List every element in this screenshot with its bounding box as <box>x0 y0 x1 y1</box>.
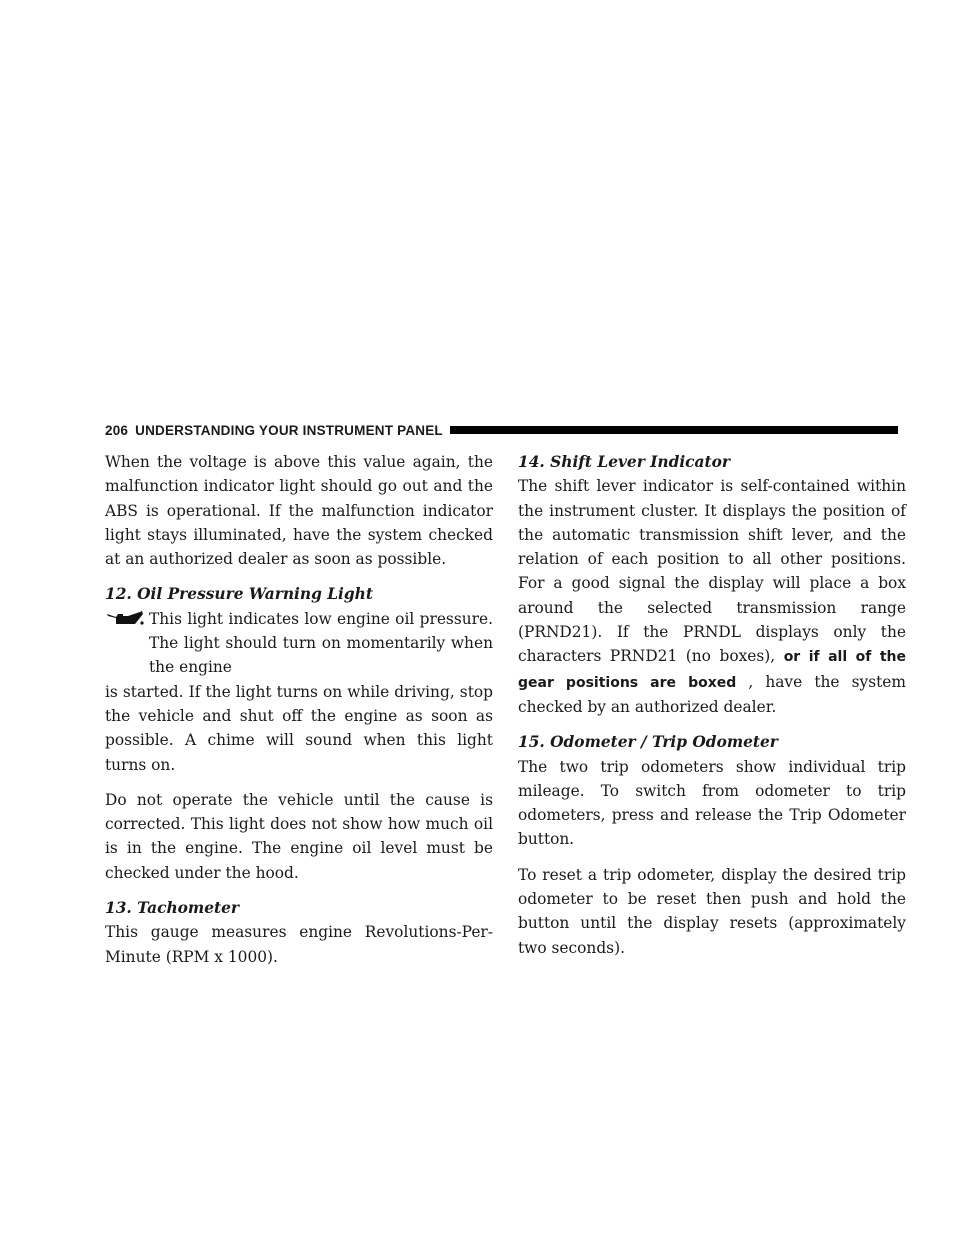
page-number: 206 <box>105 422 129 438</box>
shift-lever-section <box>518 450 906 719</box>
boxed-warning: or if all of the gear positions are boxed <box>518 649 906 691</box>
tachometer-text: This gauge measures engine Revolutions-Per-Minute (RPM x 1000). <box>105 923 493 966</box>
left-column <box>105 450 493 980</box>
header-rule <box>450 426 898 434</box>
odometer-heading: 15. Odometer / Trip Odometer <box>518 733 778 752</box>
oil-pressure-paragraph-2: Do not operate the vehicle until the cause is corrected. This light does not show how much oil is in the engine. The engine oil level must be checked under the hood. <box>105 790 493 882</box>
odometer-section <box>518 730 906 851</box>
tachometer-heading: 13. Tachometer <box>105 899 239 918</box>
shift-lever-text: The shift lever indicator is self-contained within the instrument cluster. It displays the position of the automatic transmission shift lever, and the relation of each position to all other positions. For a good signal the display will place a box around the selected transmission range (PRND21). If the PRNDL displays only the characters PRND21 (no boxes), or if all of the gear positions are boxed , have the system checked by an authorized dealer. <box>518 477 906 716</box>
right-column <box>518 450 906 971</box>
section-title: UNDERSTANDING YOUR INSTRUMENT PANEL <box>135 422 443 438</box>
oil-pressure-heading: 12. Oil Pressure Warning Light <box>105 585 373 604</box>
oil-pressure-text: is started. If the light turns on while driving, stop the vehicle and shut off the engine as soon as possible. A chime will sound when this light turns on. <box>105 682 493 774</box>
page-header <box>105 422 898 438</box>
oil-pressure-section <box>105 582 493 776</box>
shift-lever-heading: 14. Shift Lever Indicator <box>518 453 731 471</box>
odometer-paragraph-2: To reset a trip odometer, display the desired trip odometer to be reset then push and hold the button until the display resets (approximately two seconds). <box>518 865 906 957</box>
oil-pressure-text-indented: This light indicates low engine oil pressure. The light should turn on momentarily when the engine <box>149 609 493 677</box>
tachometer-section <box>105 896 493 969</box>
intro-paragraph: When the voltage is above this value again, the malfunction indicator light should go out and the ABS is operational. If the malfunction indicator light stays illuminated, have the system checked at an authorized dealer as soon as possible. <box>105 453 493 569</box>
oil-can-icon <box>105 608 145 630</box>
odometer-text: The two trip odometers show individual trip mileage. To switch from odometer to trip odometers, press and release the Trip Odometer button. <box>518 757 906 849</box>
